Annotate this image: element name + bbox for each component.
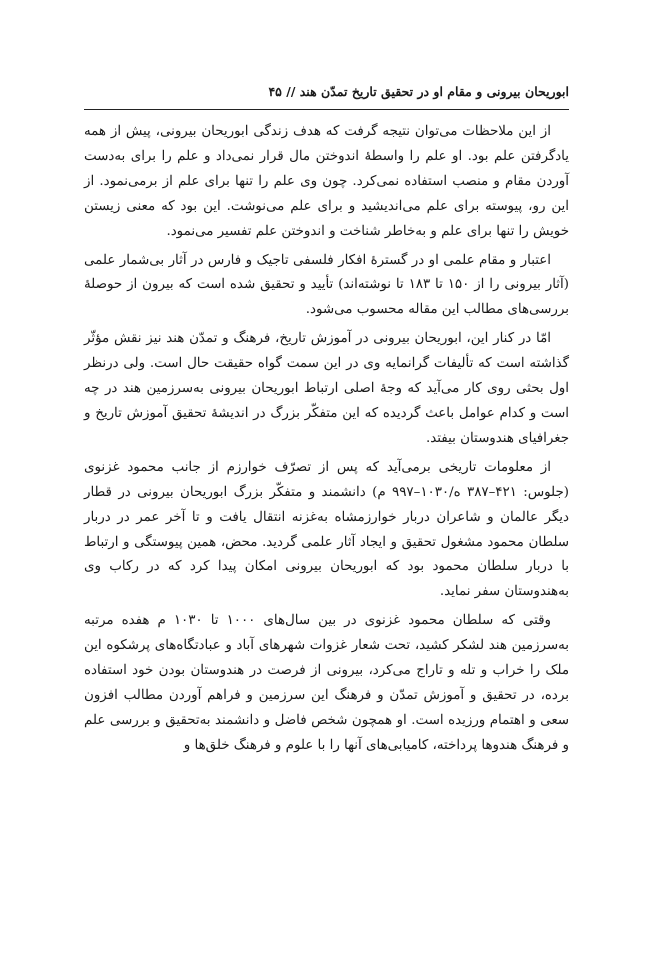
paragraph-3: امّا در کنار این، ابوریحان بیرونی در آموزش تاریخ، فرهنگ و تمدّن هند نیز نقش مؤثّر گذاشته است که تألیفات گرانمایه وی در این سمت گواه حقیقت حال است. ولی درنظر اول بحثی روی کار می‌آید که وجهٔ اصلی ارتباط ابوریحان بیرونی به‌سرزمین هند در چه است و کدام عوامل باعث گردیده که این متفکّر بزرگ در اندیشهٔ تحقیق آموزش تاریخ و جغرافیای هندوستان بیفتد. <box>84 331 569 446</box>
body-text <box>84 120 569 763</box>
paragraph-1: از این ملاحظات می‌توان نتیجه گرفت که هدف زندگی ابوریحان بیرونی، پیش از همه یادگرفتن علم بود. او علم را واسطهٔ اندوختن مال قرار نمی‌داد و علم را برای به‌دست آوردن مقام و منصب استفاده نمی‌کرد. چون وی علم را تنها برای علم از برمی‌نمود. از این رو، پیوسته برای علم می‌اندیشید و برای علم می‌نوشت. این بود که معنی زیستن خویش را تنها برای علم و به‌خاطر شناخت و اندوختن علم تفسیر می‌نمود. <box>84 124 569 239</box>
paragraph-4: از معلومات تاریخی برمی‌آید که پس از تصرّف خوارزم از جانب محمود غزنوی (جلوس: ۴۲۱–۳۸۷ ه/۱۰۳۰–۹۹۷ م) دانشمند و متفکّر بزرگ ابوریحان بیرونی در قطار دیگر عالمان و شاعران دربار خوارزمشاه به‌غزنه انتقال یافت و تا آخر عمر در دربار سلطان محمود مشغول تحقیق و ایجاد آثار علمی گردید. محض، همین پیوستگی و ارتباط با دربار سلطان محمود بود که ابوریحان بیرونی امکان پیدا کرد که در رکاب وی به‌هندوستان سفر نماید. <box>84 459 569 600</box>
header-divider <box>84 109 569 110</box>
paragraph-5: وقتی که سلطان محمود غزنوی در بین سال‌های ۱۰۰۰ تا ۱۰۳۰ م هفده مرتبه به‌سرزمین هند لشکر کشید، تحت شعار غزوات شهرهای آباد و عبادتگاه‌های پرشکوه این ملک را خراب و تله و تاراج می‌کرد، بیرونی از فرصت در هندوستان بودن خود استفاده برده، در تحقیق و آموزش تمدّن و فرهنگ این سرزمین و فراهم آوردن مطالب افزون سعی و اهتمام ورزیده است. او همچون شخص فاضل و دانشمند به‌تحقیق و بررسی علم و فرهنگ هندوها پرداخته، کامیابی‌های آنها را با علوم و فرهنگ خلق‌ها و <box>84 613 569 753</box>
running-header: ابوریحان بیرونی و مقام او در تحقیق تاریخ تمدّن هند // ۴۵ <box>268 84 569 99</box>
paragraph-2: اعتبار و مقام علمی او در گسترهٔ افکار فلسفی تاجیک و فارس در آثار بی‌شمار علمی (آثار بیرونی را از ۱۵۰ تا ۱۸۳ تا نوشته‌اند) تأیید و تحقیق شده است که بیرون از حوصلهٔ بررسی‌های مطالب این مقاله محسوب می‌شود. <box>84 252 569 318</box>
